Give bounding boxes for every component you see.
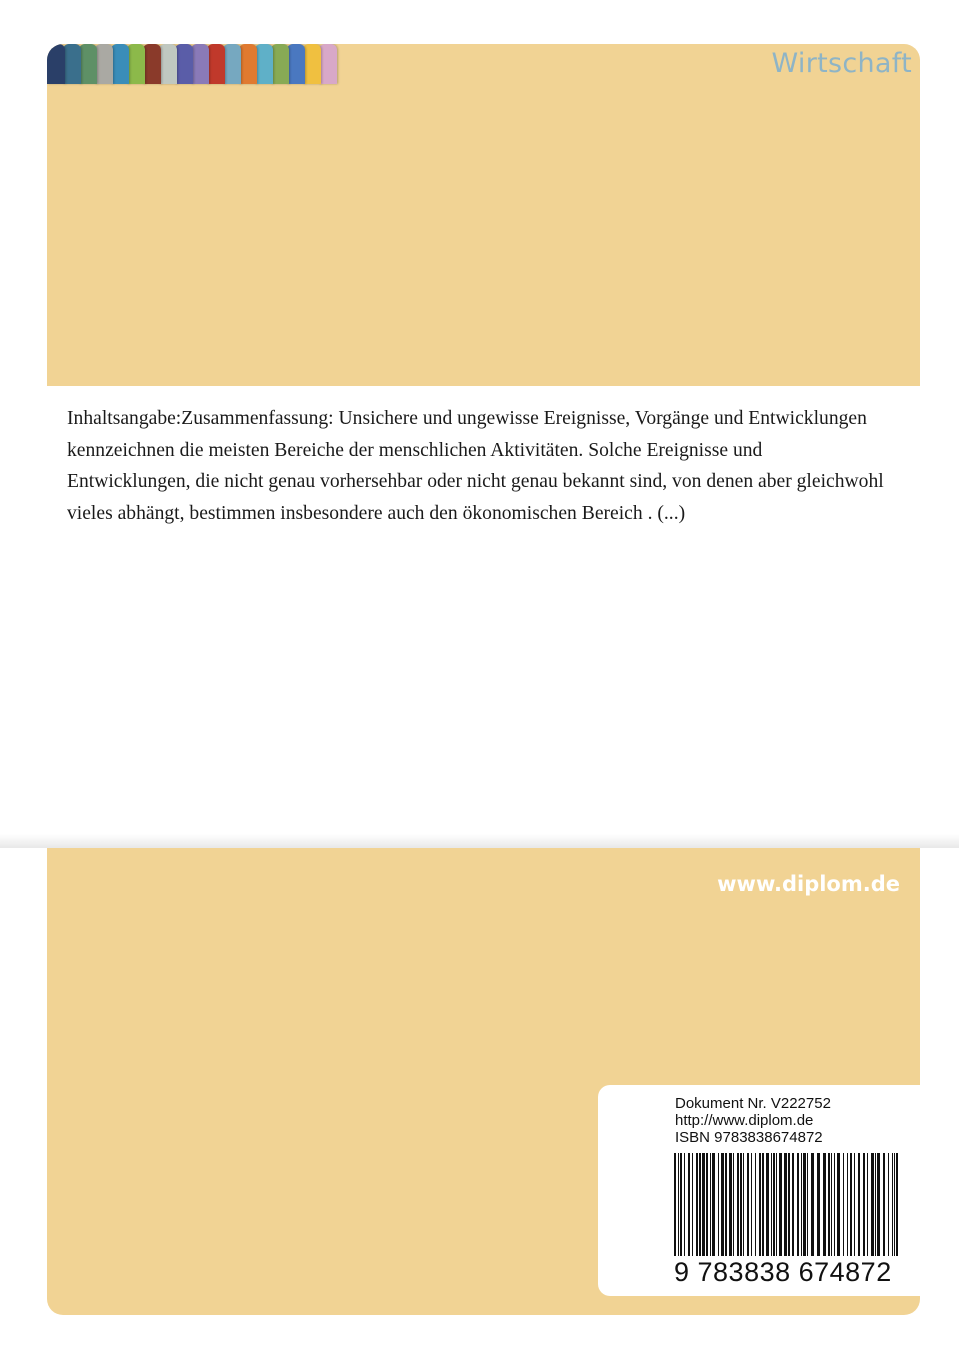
barcode-bar bbox=[892, 1153, 893, 1256]
barcode-bar bbox=[771, 1153, 772, 1256]
barcode-bar bbox=[788, 1153, 790, 1256]
barcode-bar bbox=[797, 1153, 799, 1256]
color-tab bbox=[95, 44, 113, 84]
color-tab bbox=[255, 44, 273, 84]
barcode-bar bbox=[688, 1153, 690, 1256]
barcode-bar bbox=[759, 1153, 761, 1256]
barcode-bar bbox=[718, 1153, 719, 1256]
color-tab bbox=[303, 44, 321, 84]
barcode-bar bbox=[779, 1153, 782, 1256]
barcode-bar bbox=[747, 1153, 749, 1256]
barcode-bar bbox=[837, 1153, 840, 1256]
barcode-bar bbox=[896, 1153, 898, 1256]
barcode-bar bbox=[877, 1153, 880, 1256]
barcode-bar bbox=[674, 1153, 676, 1256]
barcode-bar bbox=[858, 1153, 860, 1256]
barcode-bar bbox=[894, 1153, 895, 1256]
barcode-bar bbox=[847, 1153, 848, 1256]
color-tab bbox=[271, 44, 289, 84]
color-tab bbox=[175, 44, 193, 84]
color-tab bbox=[111, 44, 129, 84]
color-tab bbox=[143, 44, 161, 84]
color-tab-strip bbox=[47, 44, 335, 84]
color-tab bbox=[319, 44, 337, 84]
barcode-bar bbox=[696, 1153, 698, 1256]
barcode-bar bbox=[803, 1153, 806, 1256]
barcode-bar bbox=[801, 1153, 802, 1256]
barcode-bar bbox=[712, 1153, 715, 1256]
barcode-bar bbox=[823, 1153, 826, 1256]
barcode-bar bbox=[807, 1153, 808, 1256]
barcode-bar bbox=[725, 1153, 727, 1256]
barcode-bar bbox=[729, 1153, 732, 1256]
barcode-bar bbox=[733, 1153, 734, 1256]
barcode-icon bbox=[674, 1153, 900, 1256]
barcode-bar bbox=[792, 1153, 794, 1256]
barcode-bar bbox=[811, 1153, 814, 1256]
color-tab bbox=[47, 44, 65, 84]
barcode-bar bbox=[702, 1153, 705, 1256]
barcode-bar bbox=[834, 1153, 835, 1256]
color-tab bbox=[207, 44, 225, 84]
barcode-bar bbox=[692, 1153, 693, 1256]
barcode-bar bbox=[684, 1153, 685, 1256]
barcode-bar bbox=[743, 1153, 744, 1256]
barcode-bar bbox=[699, 1153, 701, 1256]
barcode-bar bbox=[776, 1153, 777, 1256]
color-tab bbox=[191, 44, 209, 84]
barcode-bar bbox=[678, 1153, 679, 1256]
barcode-bar bbox=[710, 1153, 711, 1256]
color-tab bbox=[127, 44, 145, 84]
barcode-bar bbox=[863, 1153, 865, 1256]
barcode-bar bbox=[784, 1153, 787, 1256]
barcode-bar bbox=[850, 1153, 852, 1256]
publisher-website: www.diplom.de bbox=[717, 872, 900, 896]
series-title: Wirtschaft bbox=[771, 48, 912, 79]
fold-shadow bbox=[0, 834, 959, 848]
barcode-bar bbox=[888, 1153, 889, 1256]
color-tab bbox=[79, 44, 97, 84]
document-number: Dokument Nr. V222752 bbox=[675, 1095, 831, 1112]
isbn-info bbox=[675, 1095, 831, 1146]
barcode-bar bbox=[875, 1153, 876, 1256]
barcode-bar bbox=[854, 1153, 855, 1256]
barcode-bar bbox=[831, 1153, 832, 1256]
barcode-bar bbox=[751, 1153, 752, 1256]
isbn-box bbox=[598, 1085, 920, 1296]
barcode-bar bbox=[737, 1153, 739, 1256]
color-tab bbox=[239, 44, 257, 84]
barcode-bar bbox=[843, 1153, 844, 1256]
isbn-number: ISBN 9783838674872 bbox=[675, 1129, 823, 1146]
barcode-bar bbox=[706, 1153, 708, 1256]
barcode-bar bbox=[762, 1153, 764, 1256]
barcode-bar bbox=[740, 1153, 742, 1256]
color-tab bbox=[159, 44, 177, 84]
barcode-bar bbox=[680, 1153, 682, 1256]
description-text: Inhaltsangabe:Zusammenfassung: Unsichere und ungewisse Ereignisse, Vorgänge und Entwicklungen kennzeichnen die meisten Bereiche der menschlichen Aktivitäten. Solche Ereignisse und Entwicklungen, die nicht genau vorhersehbar oder nicht genau bekannt sind, von denen aber gleichwohl vieles abhängt, bestimmen insbesondere auch den ökonomischen Bereich . (...) bbox=[67, 408, 884, 524]
barcode-bar bbox=[867, 1153, 868, 1256]
barcode-bar bbox=[773, 1153, 775, 1256]
barcode-bar bbox=[828, 1153, 830, 1256]
barcode-bar bbox=[766, 1153, 769, 1256]
color-tab bbox=[223, 44, 241, 84]
barcode-bar bbox=[883, 1153, 885, 1256]
color-tab bbox=[287, 44, 305, 84]
barcode-bar bbox=[755, 1153, 756, 1256]
barcode-bar bbox=[817, 1153, 820, 1256]
barcode-digits: 9 783838 674872 bbox=[674, 1257, 892, 1287]
barcode-bar bbox=[871, 1153, 874, 1256]
publisher-url: http://www.diplom.de bbox=[675, 1112, 814, 1129]
barcode-bar bbox=[721, 1153, 724, 1256]
cover-top-panel bbox=[47, 44, 920, 386]
color-tab bbox=[63, 44, 81, 84]
